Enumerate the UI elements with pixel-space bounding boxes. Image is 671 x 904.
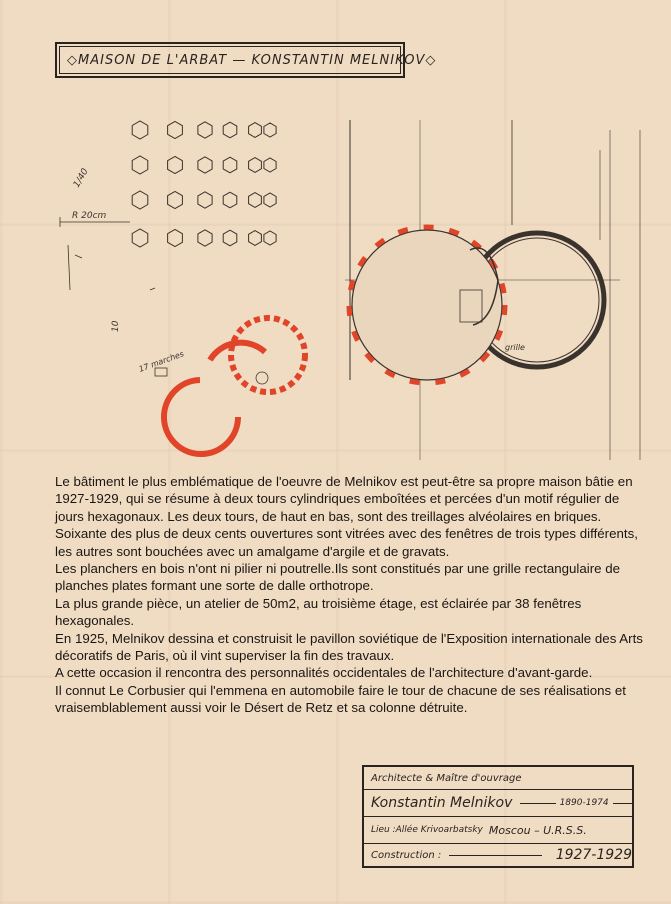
- hexagon-window-sketch: [249, 231, 262, 246]
- hexagon-window-sketch: [249, 193, 262, 208]
- hexagon-window-sketch: [264, 123, 276, 137]
- page-title: ◇MAISON DE L'ARBAT — KONSTANTIN MELNIKOV◇: [67, 52, 437, 68]
- hexagon-window-sketch: [132, 156, 148, 174]
- construction-years: 1927-1929: [555, 847, 632, 863]
- paragraph: Les planchers en bois n'ont ni pilier ni poutrelle.Ils sont constitués par une grille rectangulaire de planches plates formant une sorte de dalle orthotrope.: [55, 561, 621, 594]
- note-dimension: R 20cm: [72, 211, 107, 221]
- hexagon-window-sketch: [249, 123, 262, 138]
- title-block-location-row: [364, 817, 632, 844]
- hexagon-window-sketch: [168, 229, 183, 246]
- paragraph: Il connut Le Corbusier qui l'emmena en automobile faire le tour de chacune de ses réalisations et vraisemblablement aussi voir le Désert de Retz et sa colonne détruite.: [55, 682, 626, 716]
- location-label: Lieu :Allée Krivoarbatsky: [371, 825, 483, 835]
- hexagon-window-sketch: [198, 230, 212, 246]
- paragraph: Le bâtiment le plus emblématique de l'oeuvre de Melnikov est peut-être sa propre maison bâtie en 1927-1929, qui se résume à deux tours cylindriques emboîtées et percées d'un motif régulier de jours hexagonaux. Les deux tours, de haut en bas, sont des treillages alvéolaires en briques. Soixante des plus de deux cents ouvertures sont vitrées avec des fenêtres de trois types différents, les autres sont bouchées avec un amalgame d'argile et de gravats.: [55, 474, 638, 559]
- small-plan-red: [164, 318, 305, 454]
- large-floor-plan: [345, 120, 640, 460]
- hexagon-window-sketch: [132, 229, 148, 247]
- hexagon-window-sketch: [198, 157, 212, 173]
- hexagon-window-sketch: [264, 158, 276, 172]
- hexagon-window-sketch: [132, 121, 148, 139]
- hexagon-window-sketch: [168, 156, 183, 173]
- hexagon-window-sketch: [168, 191, 183, 208]
- title-block-heading: [364, 767, 632, 790]
- note-marches: 17 marches: [137, 349, 186, 374]
- hexagon-window-sketch: [198, 192, 212, 208]
- architect-name: Konstantin Melnikov: [371, 795, 513, 811]
- architect-dates: 1890-1974: [559, 798, 609, 808]
- architect-label: Architecte & Maître d'ouvrage: [371, 772, 522, 784]
- hexagon-window-sketch: [223, 157, 237, 173]
- paragraph: La plus grande pièce, un atelier de 50m2, au troisième étage, est éclairée par 38 fenêtres hexagonales.: [55, 595, 582, 629]
- hexagon-window-studies: [132, 121, 276, 247]
- note-ten: 10: [111, 320, 121, 332]
- dimension-line: [60, 217, 167, 376]
- hexagon-window-sketch: [223, 192, 237, 208]
- note-scale: 1/40: [71, 166, 91, 190]
- construction-label: Construction :: [371, 849, 442, 861]
- location-city: Moscou – U.R.S.S.: [488, 823, 587, 837]
- hexagon-window-sketch: [249, 158, 262, 173]
- hexagon-window-sketch: [168, 121, 183, 138]
- hexagon-window-sketch: [223, 230, 237, 246]
- description-text: [55, 473, 645, 717]
- hexagon-window-sketch: [264, 193, 276, 207]
- title-block-construction-row: [364, 844, 632, 866]
- title-block-name-row: [364, 790, 632, 817]
- paragraph: En 1925, Melnikov dessina et construisit le pavillon soviétique de l'Exposition internationale des Arts décoratifs de Paris, où il vint superviser la fin des travaux.: [55, 630, 643, 664]
- note-grille: grille: [505, 343, 525, 352]
- hexagon-window-sketch: [264, 231, 276, 245]
- hexagon-window-sketch: [132, 191, 148, 209]
- title-block: [362, 765, 634, 868]
- paragraph: A cette occasion il rencontra des personnalités occidentales de l'architecture d'avant-garde.: [55, 665, 593, 681]
- hexagon-window-sketch: [198, 122, 212, 138]
- hexagon-window-sketch: [223, 122, 237, 138]
